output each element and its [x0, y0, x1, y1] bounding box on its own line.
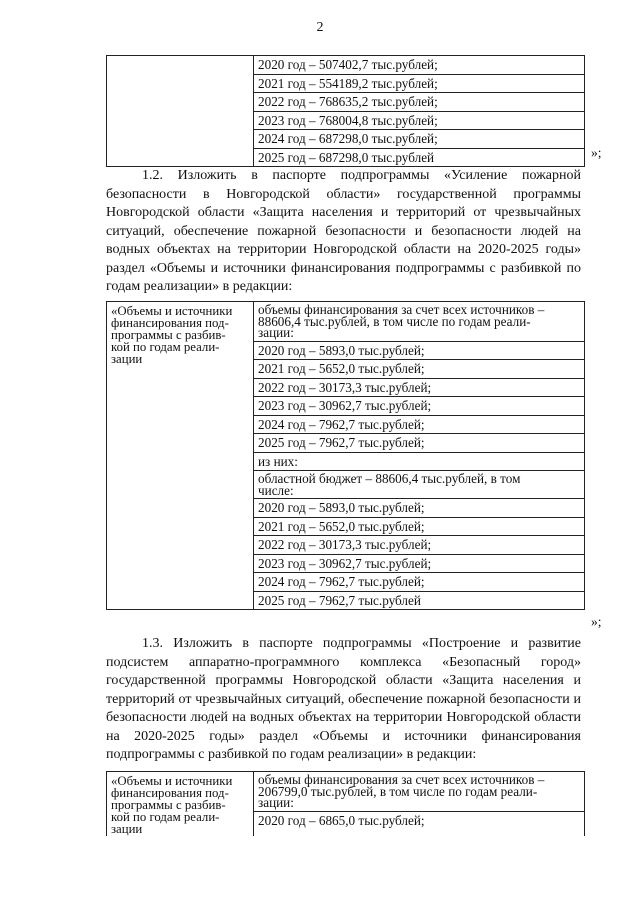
table3-label-cell [107, 772, 254, 837]
year-line: 2021 год – 5652,0 тыс.рублей; [254, 360, 584, 379]
label-line: «Объемы и источники [111, 304, 233, 318]
year-line: 2022 год – 30173,3 тыс.рублей; [254, 536, 584, 555]
paragraph-number: 1.3. [142, 636, 163, 651]
table1-label-cell [107, 56, 254, 167]
paragraph-1-2 [106, 167, 581, 297]
paragraph-1-3 [106, 635, 581, 765]
table2-label-cell [107, 302, 254, 610]
label-line: «Объемы и источники [111, 774, 233, 788]
of-them-line: из них: [254, 453, 584, 472]
year-line: 2025 год – 7962,7 тыс.рублей; [254, 434, 584, 453]
year-line: 2022 год – 768635,2 тыс.рублей; [254, 93, 584, 112]
total-funding: объемы финансирования за счет всех источников – 206799,0 тыс.рублей, в том числе по годам реали- зации: [254, 772, 584, 812]
table2-values-cell [254, 302, 585, 610]
label-line: программы с разбив- [111, 328, 226, 342]
year-line: 2023 год – 30962,7 тыс.рублей; [254, 397, 584, 416]
year-line: 2020 год – 5893,0 тыс.рублей; [254, 342, 584, 361]
label-line: зации [111, 352, 143, 366]
year-line: 2020 год – 507402,7 тыс.рублей; [254, 56, 584, 75]
year-line: 2024 год – 7962,7 тыс.рублей; [254, 416, 584, 435]
total-funding: объемы финансирования за счет всех источников – 88606,4 тыс.рублей, в том числе по годам реали- зации: [254, 302, 584, 342]
year-line: 2021 год – 5652,0 тыс.рублей; [254, 518, 584, 537]
table1-closing-quote: »; [591, 145, 602, 160]
label-line: финансирования под- [111, 786, 229, 800]
year-line: 2025 год – 7962,7 тыс.рублей [258, 592, 421, 608]
regional-budget: областной бюджет – 88606,4 тыс.рублей, в том числе: [254, 471, 584, 499]
label-line: зации [111, 822, 143, 836]
paragraph-number: 1.2. [142, 168, 163, 183]
funding-table-3 [106, 771, 585, 836]
year-line: 2023 год – 768004,8 тыс.рублей; [254, 112, 584, 131]
label-line: программы с разбив- [111, 798, 226, 812]
year-line: 2021 год – 554189,2 тыс.рублей; [254, 75, 584, 94]
year-line: 2024 год – 7962,7 тыс.рублей; [254, 573, 584, 592]
table3-values-cell [254, 772, 585, 837]
table1-values-cell [254, 56, 585, 167]
year-line: 2024 год – 687298,0 тыс.рублей; [254, 130, 584, 149]
year-line: 2023 год – 30962,7 тыс.рублей; [254, 555, 584, 574]
year-line: 2020 год – 5893,0 тыс.рублей; [254, 499, 584, 518]
label-line: кой по годам реали- [111, 340, 220, 354]
year-line: 2022 год – 30173,3 тыс.рублей; [254, 379, 584, 398]
year-line: 2025 год – 687298,0 тыс.рублей [258, 149, 435, 165]
table2-closing-quote: »; [591, 614, 602, 629]
paragraph-text: Изложить в паспорте подпрограммы «Усиление пожарной безопасности в Новгородской области» государственной программы Новгородской области «Защита населения и территорий от чрезвычайных ситуаций, обеспечение пожарной безопасности и безопасности людей на водных объектах на территории Новгородской области на 2020-2025 годы» раздел «Объемы и источники финансирования подпрограммы с разбивкой по годам реализации» в редакции: [106, 168, 581, 294]
funding-table-2 [106, 301, 585, 610]
paragraph-text: Изложить в паспорте подпрограммы «Построение и развитие подсистем аппаратно-программного комплекса «Безопасный город» государственной программы Новгородской области «Защита населения и территорий от чрезвычайных ситуаций, обеспечение пожарной безопасности и безопасности людей на водных объектах на территории Новгородской области на 2020-2025 годы» раздел «Объемы и источники финансирования подпрограммы с разбивкой по годам реализации» в редакции: [106, 636, 582, 762]
page-number: 2 [316, 20, 324, 35]
year-line: 2020 год – 6865,0 тыс.рублей; [258, 812, 425, 828]
label-line: финансирования под- [111, 316, 229, 330]
label-line: кой по годам реали- [111, 810, 220, 824]
funding-table-1 [106, 55, 585, 167]
